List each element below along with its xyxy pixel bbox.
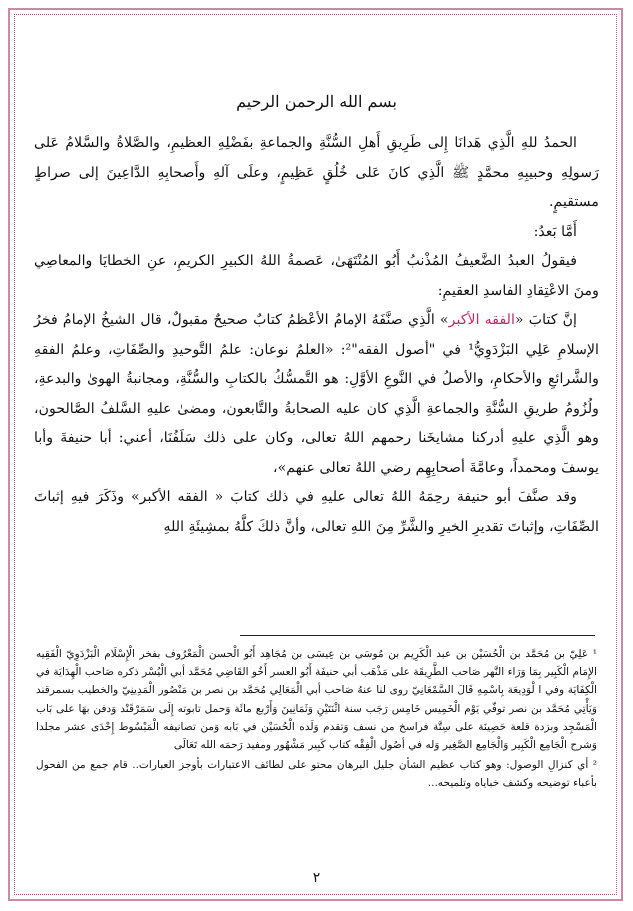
basmala-heading: بسم الله الرحمن الرحيم [236, 92, 397, 111]
paragraph-book-intro [34, 306, 599, 483]
paragraph-praise: الحمدُ للهِ الَّذِي هَدانَا إِلى طَرِيقِ أَهلِ السُّنَّةِ والجماعةِ بفَضْلِهِ العظيمِ، والصَّلاةُ والسَّلامُ عَلى رَسولِهِ وحبيبِهِ محمَّدٍ ﷺ الَّذِي كانَ عَلى خُلُقٍ عَظِيمٍ، وعلَى آلهِ وأَصحابِهِ الدَّاعِينَ إلى صراطٍ مستقيمٍ. [34, 135, 599, 210]
paragraph-abu-hanifa: وقد صنَّفَ أبو حنيفة رحِمَهُ اللهُ تعالى عليهِ في ذلك كتابَ « الفقه الأكبر» وذَكَرَ فيهِ إثباتَ الصِّفَاتِ، وإثباتَ تقديرِ الخيرِ والشَّرِّ مِنَ اللهِ تعالى، وأنَّ ذلكَ كلَّهُ بمشِيئَةِ اللهِ [34, 489, 599, 535]
footnote-1: ¹ عَلِيّ بن مُحَمَّد بن الْحُسَيْن بن عبد الْكَرِيم بن مُوسَى بن عِيسَى بن مُجَاهِد أَبُو الْحسن الْمَعْرُوف بفخر الْإِسْلَام الْبَزْدَوِيّ الْفَقِيه الإِمَام الْكَبِير بِمَا وَرَاء النَّهر صَاحب الطَّرِيقَة على مَذْهَب أبي حنيفَة أَبُو العسر أَخُو القَاضِي مُحَمَّد أبي الْيُسْر ذكره صَاحب الْهِدَايَة في الْكِفَايَة وفي ا لْوَدِيعَة بِاسْمِهِ قَالَ السَّمْعَانِيّ روى لنا عنهُ صَاحب أبي الْمَعَالِي مُحَمَّد بن نصر بن مَنْصُور الْمَدِينِيّ والخطيب بسمرقند وَيَأْتِي مُحَمَّد بن نصر توفّي يَوْم الْخَمِيس خَامِس رَجَب سنة اثْنَتَيْنِ وَثَمَانِينَ وَأَرْبع مائَة وَحمل تابوته إِلَى سَمَرْقَنْد وَدفن بهَا على بَاب الْمَسْجِد وبزدة قلعة حَصِينَة على سِتَّة فراسخ من نسف وَتقدم وَلَده الْحُسَيْن في بَابه وَمن تصانيفه الْمَبْسُوط إِحْدَى عشر مجلدا وَشرح الْجَامِع الْكَبِير وَالْجَامِع الصَّغِير وَله في أصُول الْفِقْه كتاب كَبِير مَشْهُور ومفيد رَحمَه الله تَعَالَى [36, 648, 597, 752]
paragraph-author: فيقولُ العبدُ الضَّعيفُ المُذْنبُ أَبُو المُنْتَهَىٰ، عَصمةُ اللهُ الكبيرِ الكريمِ، عنِ الخطايَا والمعاصِي ومنَ الاعْتِقادِ الفاسدِ العقيمِ: [34, 253, 599, 299]
book-intro-rest: » الَّذِي صنَّفَهُ الإمامُ الأعْظمُ كتابٌ صحيحٌ مقبولٌ، قال الشيخُ الإمامُ فخرُ الإسلامِ عَلِي البَزْدَوِيُّ¹ في "أصول الفقه"²: «العلمُ نوعان: علمُ التَّوحيدِ والصِّفَاتِ، وعلمُ الفقهِ والشَّرائعِ والأحكامِ، والأصلُ في النَّوعِ الأوَّلِ: هو التَّمسُّكُ بالكتابِ والسُّنَّةِ، ومجانبةُ الهوىٰ والبدعةِ، ولُزُومُ طريقِ السُّنَّةِ والجماعةِ الَّذِي كان عليه الصحابةُ والتَّابعون، ومضىٰ عليهِ السَّلفُ الصَّالحون، وهو الَّذِي عليهِ أدركنا مشايخَنا رحمهم اللهُ تعالى، وكان على ذلك سَلَفُنَا، أعني: أبا حنيفةَ وأبا يوسفَ ومحمداً، وعامَّةَ أصحابِهِم رضي اللهُ تعالى عنهم»، [34, 312, 599, 476]
main-text [34, 92, 599, 542]
book-intro-start: إنَّ كتابَ « [514, 312, 578, 328]
footnote-divider [240, 635, 595, 636]
paragraph-amma-bad: أَمَّا بَعدُ: [533, 223, 577, 240]
footnotes [36, 645, 597, 795]
page-number: ٢ [312, 870, 321, 886]
footnote-2: ² أي كنزالِ الوصول: وهو كتاب عظيم الشأن جليل البرهان محتو على لطائف الاعتبارات بأوجز العبارات.. قام جمع من الفحول بأعباء توضيحه وكشف خباياه وتلميحه... [36, 759, 597, 790]
book-title-highlight: الفقه الأكبر [448, 312, 515, 328]
